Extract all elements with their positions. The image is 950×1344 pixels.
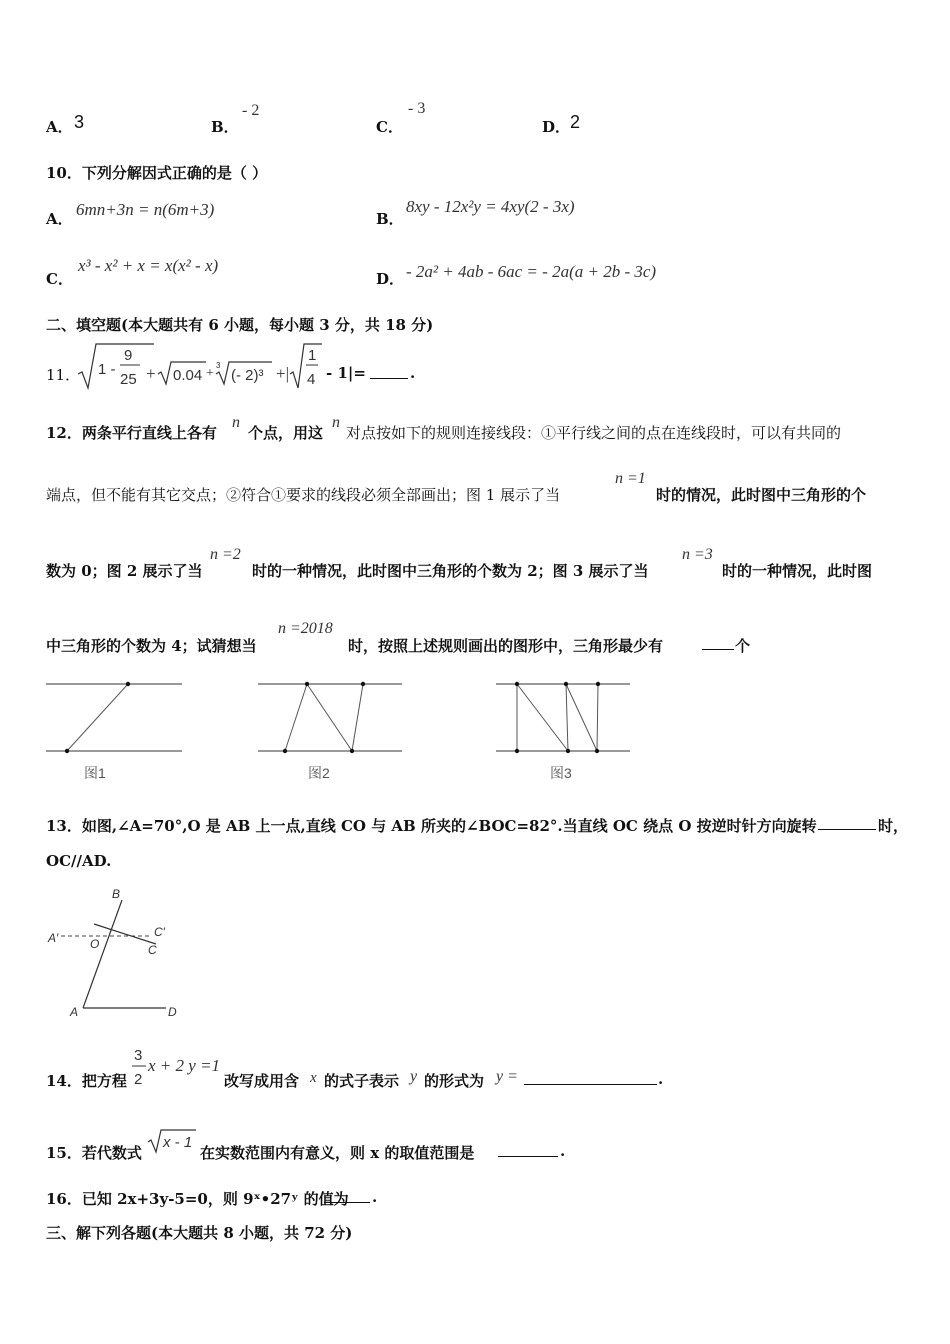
q11-number: 11．	[46, 366, 81, 384]
q14-equation: x + 2 y =1	[148, 1056, 221, 1075]
q12-line4-c: 个	[735, 637, 751, 655]
q11-end: .	[410, 364, 416, 382]
q9-option-b-label: B．	[211, 118, 239, 136]
q15-end: .	[560, 1142, 566, 1160]
q12-line3-c: 时的一种情况，此时图	[722, 562, 873, 580]
q14-answer-blank	[524, 1070, 657, 1089]
q13-line1-end: 时，	[878, 817, 909, 835]
q12-line3-b: 时的一种情况，此时图中三角形的个数为 2；图 3 展示了当	[252, 562, 649, 580]
q11-sqrt-1	[76, 340, 156, 392]
q12-line1-b: 个点，用这	[248, 424, 324, 442]
q12-line2-a	[46, 484, 560, 505]
q13-label-a: A	[70, 1005, 79, 1019]
q11-plus-3: +|	[276, 364, 289, 383]
q13-label-c: C	[148, 943, 157, 957]
q11-plus-2: +	[206, 366, 214, 381]
q12-line2-a-text: 端点，但不能有其它交点；②符合①要求的线段必须全部画出；图 1 展示了当	[46, 486, 561, 504]
q9-option-a-label: A．	[46, 118, 73, 136]
q15-pre: 15．若代数式	[46, 1144, 142, 1162]
q14-frac-num: 3	[134, 1047, 143, 1064]
q10-stem: 10．下列分解因式正确的是（ ）	[46, 164, 268, 182]
q15-sqrt	[146, 1124, 198, 1156]
q12-line4-b: 时，按照上述规则画出的图形中，三角形最少有	[348, 637, 664, 655]
q11-sqrt-2	[156, 358, 208, 388]
q14-mid-3: 的形式为	[424, 1072, 485, 1090]
q12-figure-2-caption: 图2	[308, 765, 330, 781]
q14-y-var: y	[410, 1068, 418, 1085]
q10-option-d-expr: - 2a² + 4ab - 6ac = - 2a(a + 2b - 3c)	[406, 262, 657, 281]
q15-post: 在实数范围内有意义，则 x 的取值范围是	[200, 1144, 475, 1162]
q12-n-eq-2018: n =2018	[278, 620, 333, 637]
q10-option-c-label: C．	[46, 270, 73, 288]
q11-frac-1-den: 25	[120, 371, 137, 388]
q11-sqrt-4	[288, 340, 324, 392]
q12-line1-a: 12．两条平行直线上各有	[46, 424, 217, 442]
q13-label-o: O	[90, 937, 100, 951]
q11-sqrt-1-lead: 1 -	[98, 361, 116, 378]
q11-frac-1-num: 9	[124, 347, 133, 364]
q15-answer-blank	[498, 1142, 558, 1161]
q12-figure-1	[44, 676, 184, 786]
q14-end: .	[658, 1070, 664, 1088]
q12-figure-2	[256, 676, 406, 786]
q12-answer-blank	[702, 635, 734, 654]
q12-line4-a: 中三角形的个数为 4；试猜想当	[46, 637, 257, 655]
q13-label-b: B	[112, 887, 121, 901]
q13-line2: OC//AD.	[46, 852, 112, 870]
q9-option-d-label: D．	[542, 118, 571, 136]
q10-option-b-expr: 8xy - 12x²y = 4xy(2 - 3x)	[406, 197, 575, 216]
q13-label-c-prime: C′	[154, 925, 165, 939]
q9-option-c-label: C．	[376, 118, 403, 136]
q10-option-a-expr: 6mn+3n = n(6m+3)	[76, 200, 215, 219]
q10-option-c-expr: x³ - x² + x = x(x² - x)	[78, 256, 219, 275]
q9-option-d-value: 2	[570, 112, 581, 132]
q11-tail: - 1|=	[326, 364, 366, 382]
q11-frac-4-num: 1	[308, 347, 317, 364]
q13-answer-blank	[818, 815, 876, 834]
q13-label-d: D	[168, 1005, 177, 1019]
q11-cbrt-3-index: 3	[216, 361, 221, 370]
q11-cbrt-3	[214, 356, 276, 388]
q13-label-a-prime: A′	[48, 931, 59, 945]
q9-option-b-value: - 2	[242, 102, 260, 119]
q12-line1-c: 对点按如下的规则连接线段：①平行线之间的点在连线段时，可以有共同的	[346, 424, 842, 442]
q14-mid-2: 的式子表示	[324, 1072, 400, 1090]
q9-option-a-value: 3	[74, 112, 85, 132]
q12-figure-1-caption: 图1	[84, 765, 106, 781]
q12-figure-3	[494, 676, 634, 786]
q12-n-eq-1: n =1	[615, 470, 646, 487]
q11-sqrt-2-radicand: 0.04	[173, 367, 203, 384]
q12-n-eq-3: n =3	[682, 546, 713, 563]
q14-mid-1: 改写成用含	[224, 1072, 300, 1090]
q11-answer-blank	[370, 364, 408, 383]
q13-line1: 13．如图,∠A=70°,O 是 AB 上一点,直线 CO 与 AB 所夹的∠BOC=82°.当直线 OC 绕点 O 按逆时针方向旋转	[46, 817, 817, 835]
q14-frac-den: 2	[134, 1071, 143, 1088]
q13-figure	[46, 884, 196, 1024]
q10-option-b-label: B．	[376, 210, 404, 228]
q12-line3-a: 数为 0；图 2 展示了当	[46, 562, 203, 580]
q12-figure-3-caption: 图3	[550, 765, 572, 781]
section-2-heading: 二、填空题(本大题共有 6 小题，每小题 3 分，共 18 分)	[46, 316, 434, 334]
q12-n-var-1: n	[232, 414, 240, 431]
q14-y-eq: y =	[496, 1068, 518, 1085]
q14-x-var: x	[310, 1070, 317, 1086]
q12-line2-b: 时的情况，此时图中三角形的个	[656, 486, 867, 504]
q11-frac-4-den: 4	[307, 371, 316, 388]
section-3-heading: 三、解下列各题(本大题共 8 小题，共 72 分)	[46, 1224, 353, 1242]
q14-fraction	[130, 1044, 148, 1090]
q16-end: .	[372, 1188, 378, 1206]
q16-answer-blank	[324, 1188, 370, 1207]
q12-n-var-2: n	[332, 414, 340, 431]
q14-pre: 14．把方程	[46, 1072, 127, 1090]
q11-cbrt-3-radicand: (- 2)³	[231, 367, 264, 384]
q15-radicand: x - 1	[163, 1134, 193, 1151]
q16-text: 16．已知 2x+3y-5=0，则 9ˣ•27ʸ 的值为	[46, 1190, 349, 1208]
q9-option-c-value: - 3	[408, 100, 426, 117]
q10-option-d-label: D．	[376, 270, 405, 288]
q12-n-eq-2: n =2	[210, 546, 241, 563]
q10-option-a-label: A．	[46, 210, 73, 228]
q11-plus-1: +	[146, 364, 156, 383]
